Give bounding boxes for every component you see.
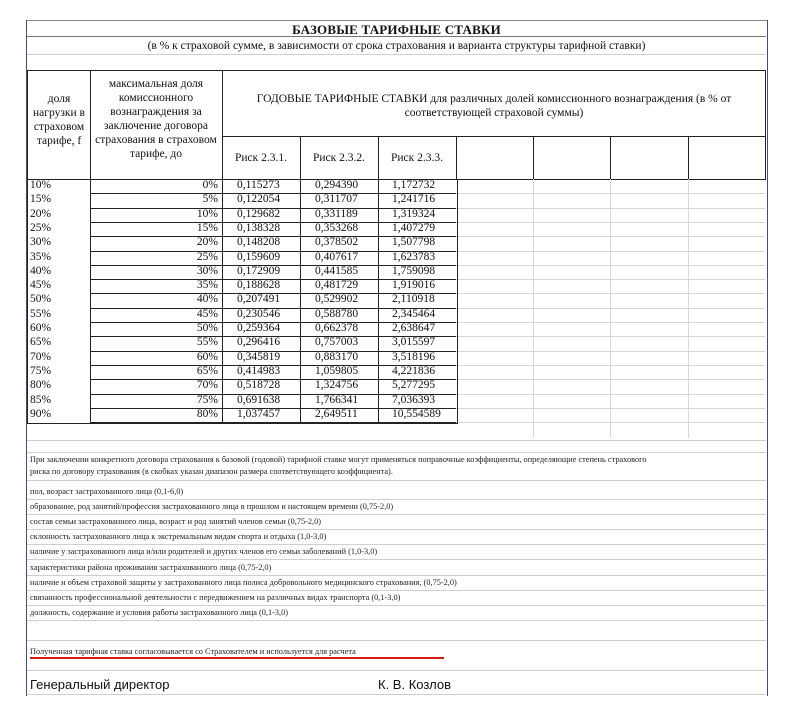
cell-load-share: 30% xyxy=(30,236,52,249)
risk-header: Риск 2.3.1. xyxy=(235,152,287,164)
cell-risk-rate: 4,221836 xyxy=(392,364,436,377)
column-divider xyxy=(90,179,91,422)
cell-risk-rate: 0,148208 xyxy=(237,236,281,249)
cell-risk-rate: 0,662378 xyxy=(315,322,359,334)
cell-load-share: 35% xyxy=(30,250,52,263)
cell-max-commission: 80% xyxy=(196,407,218,420)
cell-risk-rate: 2,638647 xyxy=(392,322,436,334)
signature-position: Генеральный директор xyxy=(30,677,170,692)
cell-risk-rate: 0,159609 xyxy=(237,250,281,263)
cell-risk-rate: 0,259364 xyxy=(237,322,281,334)
grid-line xyxy=(27,640,766,641)
cell-risk-rate: 0,588780 xyxy=(315,307,359,320)
cell-risk-rate: 0,122054 xyxy=(237,193,281,206)
cell-load-share: 60% xyxy=(30,322,52,334)
cell-max-commission: 40% xyxy=(196,293,218,306)
cell-risk-rate: 0,172909 xyxy=(237,264,281,277)
cell-load-share: 80% xyxy=(30,379,52,392)
cell-risk-rate: 5,277295 xyxy=(392,379,436,392)
cell-risk-rate: 0,294390 xyxy=(315,179,359,191)
cell-risk-rate: 0,378502 xyxy=(315,236,359,249)
cell-load-share: 75% xyxy=(30,364,52,377)
cell-risk-rate: 1,037457 xyxy=(237,407,281,420)
note-item: должность, содержание и условия работы застрахованного лица (0,1-3,0) xyxy=(30,607,289,617)
grid-line xyxy=(27,670,766,671)
cell-risk-rate: 1,407279 xyxy=(392,221,436,234)
header-divider xyxy=(378,136,379,179)
column-divider xyxy=(222,179,223,422)
cell-max-commission: 65% xyxy=(196,364,218,377)
notes-intro-line-2: риска по договору страхования (в скобках указан диапазон размера соответствующего коэффициента). xyxy=(30,467,393,476)
cell-max-commission: 15% xyxy=(196,221,218,234)
grid-line xyxy=(27,590,766,591)
header-divider xyxy=(300,136,301,179)
cell-risk-rate: 0,883170 xyxy=(315,350,359,363)
cell-max-commission: 50% xyxy=(196,322,218,334)
cell-max-commission: 75% xyxy=(196,393,218,406)
column-divider xyxy=(533,179,534,438)
cell-max-commission: 60% xyxy=(196,350,218,363)
cell-max-commission: 55% xyxy=(196,336,218,349)
cell-risk-rate: 0,207491 xyxy=(237,293,281,306)
column-divider xyxy=(378,179,379,422)
cell-risk-rate: 1,241716 xyxy=(392,193,436,206)
header-divider xyxy=(610,136,611,179)
cell-risk-rate: 0,345819 xyxy=(237,350,281,363)
cell-risk-rate: 0,407617 xyxy=(315,250,359,263)
cell-load-share: 45% xyxy=(30,279,52,292)
cell-risk-rate: 0,115273 xyxy=(237,179,280,191)
cell-load-share: 90% xyxy=(30,407,52,420)
cell-risk-rate: 3,518196 xyxy=(392,350,436,363)
cell-risk-rate: 2,345464 xyxy=(392,307,436,320)
grid-line xyxy=(27,605,766,606)
note-item: образование, род занятий/профессия застрахованного лица в прошлом и настоящем времени (0,75-2,0) xyxy=(30,502,394,512)
column-divider xyxy=(300,179,301,422)
cell-risk-rate: 0,331189 xyxy=(315,207,358,220)
risk-header: Риск 2.3.2. xyxy=(313,152,365,164)
cell-load-share: 65% xyxy=(30,336,52,349)
col-header-load-share: доля нагрузки в страховом тарифе, f xyxy=(33,93,85,147)
grid-line xyxy=(27,514,766,515)
header-divider xyxy=(222,70,223,179)
cell-risk-rate: 7,036393 xyxy=(392,393,436,406)
cell-risk-rate: 1,319324 xyxy=(392,207,436,220)
cell-risk-rate: 0,441585 xyxy=(315,264,359,277)
cell-risk-rate: 0,481729 xyxy=(315,279,359,292)
header-divider xyxy=(90,70,91,179)
cell-risk-rate: 0,529902 xyxy=(315,293,359,306)
cell-load-share: 15% xyxy=(30,193,52,206)
cell-risk-rate: 0,129682 xyxy=(237,207,281,220)
cell-risk-rate: 3,015597 xyxy=(392,336,436,349)
cell-risk-rate: 1,766341 xyxy=(315,393,359,406)
cell-risk-rate: 0,138328 xyxy=(237,221,281,234)
cell-risk-rate: 0,311707 xyxy=(315,193,358,206)
cell-risk-rate: 0,296416 xyxy=(237,336,281,349)
cell-max-commission: 5% xyxy=(202,193,218,206)
notes-intro-line-1: При заключении конкретного договора страхования к базовой (годовой) тарифной ставке могут применяться поправочные коэффициенты, определяющие степень страхового xyxy=(30,455,647,464)
note-item: склонность застрахованного лица к экстремальным видам спорта и отдыха (1,0-3,0) xyxy=(30,532,327,542)
grid-line xyxy=(27,620,766,621)
cell-risk-rate: 0,691638 xyxy=(237,393,281,406)
title-divider xyxy=(27,36,766,37)
cell-max-commission: 45% xyxy=(196,307,218,320)
column-divider xyxy=(688,179,689,438)
group-header-annual-rates: ГОДОВЫЕ ТАРИФНЫЕ СТАВКИ для различных долей комиссионного вознаграждения (в % от соответствующей страховой суммы) xyxy=(256,93,732,119)
signature-name: К. В. Козлов xyxy=(378,677,452,692)
note-item: наличие у застрахованного лица и/или родителей и других членов его семьи заболеваний (1,0-3,0) xyxy=(30,547,378,557)
header-divider xyxy=(688,136,689,179)
cell-risk-rate: 1,623783 xyxy=(392,250,436,263)
cell-max-commission: 25% xyxy=(196,250,218,263)
grid-line xyxy=(27,499,766,500)
cell-load-share: 70% xyxy=(30,350,52,363)
cell-load-share: 50% xyxy=(30,293,52,306)
risk-header: Риск 2.3.3. xyxy=(391,152,443,164)
grid-line xyxy=(27,480,766,481)
cell-load-share: 40% xyxy=(30,264,52,277)
cell-risk-rate: 1,324756 xyxy=(315,379,359,392)
cell-risk-rate: 0,414983 xyxy=(237,364,281,377)
col-header-max-commission: максимальная доля комиссионного вознаграждения за заключение договора страхования в страховом тарифе, до xyxy=(95,78,217,160)
cell-risk-rate: 2,110918 xyxy=(392,293,435,306)
grid-line xyxy=(27,440,766,441)
cell-max-commission: 70% xyxy=(196,379,218,392)
note-item: связанность профессиональной деятельности с передвижением на различных видах транспорта (0,1-3,0) xyxy=(30,592,401,602)
grid-line xyxy=(27,559,766,560)
grid-line xyxy=(27,694,766,695)
cell-max-commission: 0% xyxy=(202,179,218,191)
header-divider xyxy=(456,136,457,179)
grid-line xyxy=(27,452,766,453)
table-body-box xyxy=(27,179,458,424)
cell-risk-rate: 0,757003 xyxy=(315,336,359,349)
column-divider xyxy=(610,179,611,438)
cell-risk-rate: 0,518728 xyxy=(237,379,281,392)
header-divider xyxy=(222,136,765,137)
note-item: наличие и объем страховой защиты у застрахованного лица полиса добровольного медицинского страхования, (0,75-2,0) xyxy=(30,577,457,587)
notes-final: Полученная тарифная ставка согласовывается со Страхователем и используется для расчета xyxy=(30,647,356,656)
cell-risk-rate: 0,230546 xyxy=(237,307,281,320)
cell-risk-rate: 0,188628 xyxy=(237,279,281,292)
cell-load-share: 25% xyxy=(30,221,52,234)
red-underline xyxy=(30,657,444,659)
grid-line xyxy=(27,529,766,530)
header-divider xyxy=(533,136,534,179)
cell-max-commission: 10% xyxy=(196,207,218,220)
grid-line xyxy=(27,575,766,576)
document-subtitle: (в % к страховой сумме, в зависимости от срока страхования и варианта структуры тарифной ставки) xyxy=(147,40,646,52)
grid-line xyxy=(27,544,766,545)
cell-risk-rate: 1,059805 xyxy=(315,364,359,377)
cell-risk-rate: 1,507798 xyxy=(392,236,436,249)
cell-max-commission: 20% xyxy=(196,236,218,249)
cell-risk-rate: 1,919016 xyxy=(392,279,436,292)
cell-risk-rate: 10,554589 xyxy=(392,407,441,420)
note-item: пол, возраст застрахованного лица (0,1-6,0) xyxy=(30,487,184,496)
cell-max-commission: 30% xyxy=(196,264,218,277)
cell-load-share: 55% xyxy=(30,307,52,320)
document-title: БАЗОВЫЕ ТАРИФНЫЕ СТАВКИ xyxy=(292,22,501,37)
cell-max-commission: 35% xyxy=(196,279,218,292)
cell-risk-rate: 1,172732 xyxy=(392,179,436,191)
cell-risk-rate: 0,353268 xyxy=(315,221,359,234)
grid-line xyxy=(27,54,766,55)
cell-load-share: 10% xyxy=(30,179,52,191)
cell-load-share: 20% xyxy=(30,207,52,220)
cell-risk-rate: 2,649511 xyxy=(315,407,358,420)
note-item: состав семьи застрахованного лица, возраст и род занятий членов семьи (0,75-2,0) xyxy=(30,517,322,527)
cell-load-share: 85% xyxy=(30,393,52,406)
note-item: характеристики района проживания застрахованного лица (0,75-2,0) xyxy=(30,562,272,572)
cell-risk-rate: 1,759098 xyxy=(392,264,436,277)
